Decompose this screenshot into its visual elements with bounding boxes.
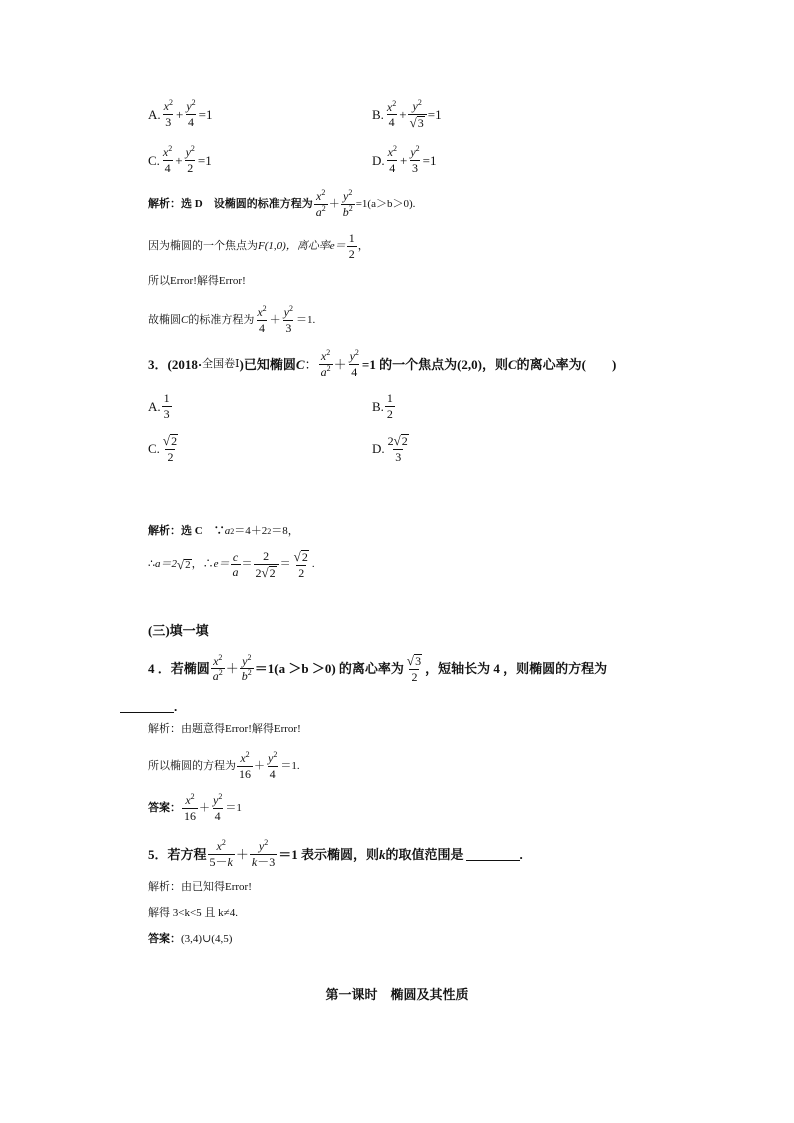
q4-stem: 4 ．若椭圆 $\frac{x^2}{a^2}$ ＋ $\frac{y^2}{b^2}$ ＝1(a ＞b ＞0) 的离心率为 √ 3 2 ，短轴长为 4 ，则椭圆的方程为	[148, 652, 608, 684]
q4-answer: 答案： $\frac{x^2}{16}$ ＋ $\frac{y^2}{4}$ ＝1	[148, 792, 242, 823]
q3-option-a: A. $\frac{1}{3}$	[148, 391, 170, 421]
section-title-fill-in: (三)填一填	[148, 623, 209, 638]
q5-solution-line2: 解得 3<k<5 且 k≠4.	[148, 907, 238, 919]
q4-answer-blank: .	[120, 700, 177, 713]
q2-option-d: D. $\frac{x^2}{4}$ + $\frac{y^2}{3}$ =1	[372, 144, 437, 175]
q2-solution-line3: 所以Error!解得Error!	[148, 275, 246, 287]
q3-option-b: B. $\frac{1}{2}$	[372, 391, 393, 421]
q2-solution-line4: 故椭圆 C 的标准方程为 $\frac{x^2}{4}$ ＋ $\frac{y^2}{3}$ ＝1.	[148, 304, 316, 335]
q3-stem: 3．(2018· 全国卷Ⅰ )已知椭圆 C ： $\frac{x^2}{a^2}$ ＋ $\frac{y^2}{4}$ =1 的一个焦点为(2,0)，则 C 的离心率为( )	[148, 348, 617, 379]
lesson-title: 第一课时 椭圆及其性质	[325, 987, 469, 1002]
q3-solution-line1: 解析：选 C ∵ a 2 ＝4＋2 2 ＝8，	[148, 525, 299, 537]
answer-blank	[466, 848, 520, 861]
q3-solution-line2: ∴ a＝2 √ 2 ，∴ e＝ $\frac{c}{a}$ ＝ 2 2 √ 2 ＝ √ 2 2 .	[148, 549, 315, 580]
q4-solution-line1: 解析：由题意得Error!解得Error!	[148, 723, 301, 735]
q3-option-d: D. 2 √ 2 3	[372, 433, 408, 464]
q2-solution-line2: 因为椭圆的一个焦点为 F(1,0)，离心率 e＝ $\frac{1}{2}$ ，	[148, 231, 369, 261]
q4-solution-line2: 所以椭圆的方程为 $\frac{x^2}{16}$ ＋ $\frac{y^2}{4}$ ＝1.	[148, 750, 300, 781]
q2-option-c: C. $\frac{x^2}{4}$ + $\frac{y^2}{2}$ =1	[148, 144, 212, 175]
q2-option-a: A. $\frac{x^2}{3}$ + $\frac{y^2}{4}$ =1	[148, 98, 213, 129]
q5-answer: 答案： (3,4)∪(4,5)	[148, 933, 233, 945]
answer-blank	[120, 700, 174, 713]
q2-solution-line1: 解析：选 D 设椭圆的标准方程为 $\frac{x^2}{a^2}$ ＋ $\frac{y^2}{b^2}$ =1(a＞b＞0).	[148, 188, 416, 219]
q2-option-b: B. $\frac{x^2}{4}$ + $y^2$ √ 3 =1	[372, 98, 442, 130]
q3-option-c: C. √ 2 2	[148, 433, 178, 464]
q5-solution-line1: 解析：由已知得Error!	[148, 881, 252, 893]
q5-stem: 5．若方程 $\frac{x^2}{5-k}$ ＋ $\frac{y^2}{k-3}$ ＝1 表示椭圆，则 k 的取值范围是 .	[148, 838, 523, 869]
